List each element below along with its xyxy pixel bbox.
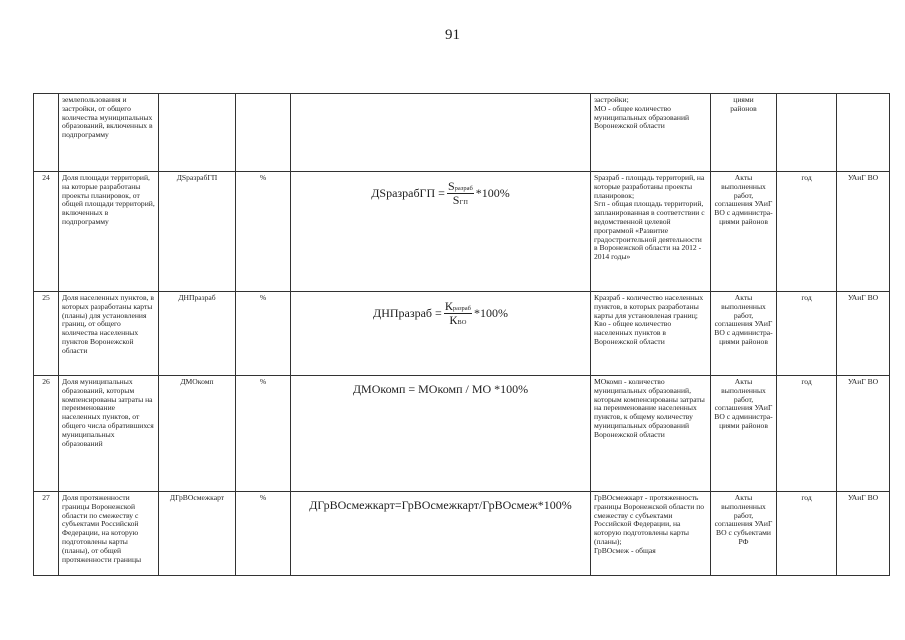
data-source: Акты выполненных работ, соглашения УАиГ ВО с администра-циями районов bbox=[714, 377, 773, 430]
indicators-table bbox=[33, 93, 890, 576]
formula-description-cell bbox=[591, 492, 711, 576]
indicator-code-cell bbox=[159, 94, 236, 172]
unit-of-measure-cell bbox=[236, 376, 291, 492]
reporting-period-cell bbox=[777, 292, 837, 376]
row-number-cell bbox=[34, 292, 59, 376]
data-source: Акты выполненных работ, соглашения УАиГ ВО с администра-циями районов bbox=[714, 293, 773, 346]
formula-description: Sразраб - площадь территорий, на которые разработаны проекты планировок; Sгп - общая площадь территорий, запланированная в соответствии с ведомственной целевой программой «Развитие градостроительной деятельности в Воронежской области на 2012 - 2014 годы» bbox=[594, 173, 705, 262]
indicator-name: Доля населенных пунктов, в которых разработаны карты (планы) для установления границ, от общего количества населенных пунктов Воронежской области bbox=[62, 293, 154, 355]
data-source: Акты выполненных работ, соглашения УАиГ ВО с субъектами РФ bbox=[714, 493, 773, 546]
table-row bbox=[34, 492, 890, 576]
unit-of-measure-cell bbox=[236, 292, 291, 376]
formula-expression: ДНПразраб = $\frac{\text{Кразраб}}{\text{КВО}}$ *100% bbox=[373, 299, 508, 328]
reporting-period-cell bbox=[777, 172, 837, 292]
responsible-body-cell bbox=[837, 292, 890, 376]
indicator-name: Доля муниципальных образований, которым компенсированы затраты на переименование населенных пунктов, от общего числа обратившихся муниципальных образований bbox=[62, 377, 154, 448]
table-row bbox=[34, 376, 890, 492]
responsible-body-cell bbox=[837, 172, 890, 292]
responsible-body-cell bbox=[837, 376, 890, 492]
indicator-code-cell bbox=[159, 292, 236, 376]
indicator-name: Доля протяженности границы Воронежской области по смежеству с субъектами Российской Федерации, на которую подготовлены карты (планы), от общей протяженности границы bbox=[62, 493, 142, 564]
row-number: 26 bbox=[42, 377, 50, 386]
calculation-formula-cell bbox=[291, 376, 591, 492]
table-row bbox=[34, 94, 890, 172]
indicator-name: землепользования и застройки, от общего количества муниципальных образований, включенных в подпрограмму bbox=[62, 95, 153, 140]
responsible-body-cell bbox=[837, 492, 890, 576]
reporting-period: год bbox=[801, 293, 812, 302]
calculation-formula-cell bbox=[291, 492, 591, 576]
reporting-period-cell bbox=[777, 376, 837, 492]
indicator-code: ДМОкомп bbox=[180, 377, 214, 386]
unit-of-measure-cell bbox=[236, 172, 291, 292]
data-source: циями районов bbox=[730, 95, 757, 113]
responsible-body: УАиГ ВО bbox=[847, 173, 879, 182]
formula-description: МОкомп - количество муниципальных образований, которым компенсированы затраты на переименование населенных пунктов, к общему количеству муниципальных образований Воронежской области bbox=[594, 377, 705, 439]
data-source: Акты выполненных работ, соглашения УАиГ ВО с администра-циями районов bbox=[714, 173, 773, 226]
indicator-code-cell bbox=[159, 376, 236, 492]
responsible-body: УАиГ ВО bbox=[847, 377, 879, 386]
row-number: 27 bbox=[42, 493, 50, 502]
row-number: 24 bbox=[42, 173, 50, 182]
indicator-code: ДНПразраб bbox=[178, 293, 216, 302]
formula-description: Кразраб - количество населенных пунктов, в которых разработаны карты для установленая границ; Кво - общее количество населенных пунктов в Воронежской области bbox=[594, 293, 704, 346]
calculation-formula-cell bbox=[291, 94, 591, 172]
responsible-body: УАиГ ВО bbox=[847, 493, 879, 502]
row-number-cell bbox=[34, 376, 59, 492]
calculation-formula-cell bbox=[291, 292, 591, 376]
reporting-period: год bbox=[801, 173, 812, 182]
formula-description-cell bbox=[591, 376, 711, 492]
unit-of-measure: % bbox=[259, 493, 267, 502]
formula-expression: ДМОкомп = МОкомп / МО *100% bbox=[352, 382, 529, 396]
reporting-period: год bbox=[801, 377, 812, 386]
unit-of-measure: % bbox=[259, 293, 267, 302]
indicator-code: ДГрВОсмежкарт bbox=[169, 493, 225, 502]
page-number: 91 bbox=[445, 27, 460, 43]
calculation-formula-cell bbox=[291, 172, 591, 292]
data-source-cell bbox=[711, 292, 777, 376]
table-row bbox=[34, 292, 890, 376]
formula-description: застройки; МО - общее количество муниципальных образований Воронежской области bbox=[594, 95, 690, 131]
data-source-cell bbox=[711, 492, 777, 576]
reporting-period: год bbox=[801, 493, 812, 502]
formula-description-cell bbox=[591, 292, 711, 376]
unit-of-measure: % bbox=[259, 173, 267, 182]
data-source-cell bbox=[711, 94, 777, 172]
responsible-body-cell bbox=[837, 94, 890, 172]
indicator-name-cell bbox=[59, 376, 159, 492]
indicator-code-cell bbox=[159, 172, 236, 292]
indicator-name-cell bbox=[59, 492, 159, 576]
row-number: 25 bbox=[42, 293, 50, 302]
unit-of-measure: % bbox=[259, 377, 267, 386]
reporting-period-cell bbox=[777, 492, 837, 576]
formula-description-cell bbox=[591, 172, 711, 292]
unit-of-measure-cell bbox=[236, 492, 291, 576]
formula-expression: ДГрВОсмежкарт=ГрВОсмежкарт/ГрВОсмеж*100% bbox=[309, 498, 572, 512]
row-number-cell bbox=[34, 94, 59, 172]
indicator-code-cell bbox=[159, 492, 236, 576]
indicator-name-cell bbox=[59, 172, 159, 292]
row-number-cell bbox=[34, 172, 59, 292]
indicator-name: Доля площади территорий, на которые разработаны проекты планировок, от общей площади территорий, включенных в подпрограмму bbox=[62, 173, 155, 226]
data-source-cell bbox=[711, 172, 777, 292]
formula-description-cell bbox=[591, 94, 711, 172]
formula-expression: ДSразрабГП = $\frac{\text{Sразраб}}{\text{SГП}}$ *100% bbox=[371, 179, 510, 208]
formula-description: ГрВОсмежкарт - протяженность границы Воронежской области по смежеству с субъектами Российской Федерации, на которую подготовлены карты (планы); ГрВОсмеж - общая bbox=[594, 493, 705, 555]
table-row bbox=[34, 172, 890, 292]
unit-of-measure-cell bbox=[236, 94, 291, 172]
indicator-name-cell bbox=[59, 292, 159, 376]
indicator-name-cell bbox=[59, 94, 159, 172]
indicator-code: ДSразрабГП bbox=[176, 173, 218, 182]
data-source-cell bbox=[711, 376, 777, 492]
reporting-period-cell bbox=[777, 94, 837, 172]
responsible-body: УАиГ ВО bbox=[847, 293, 879, 302]
row-number-cell bbox=[34, 492, 59, 576]
